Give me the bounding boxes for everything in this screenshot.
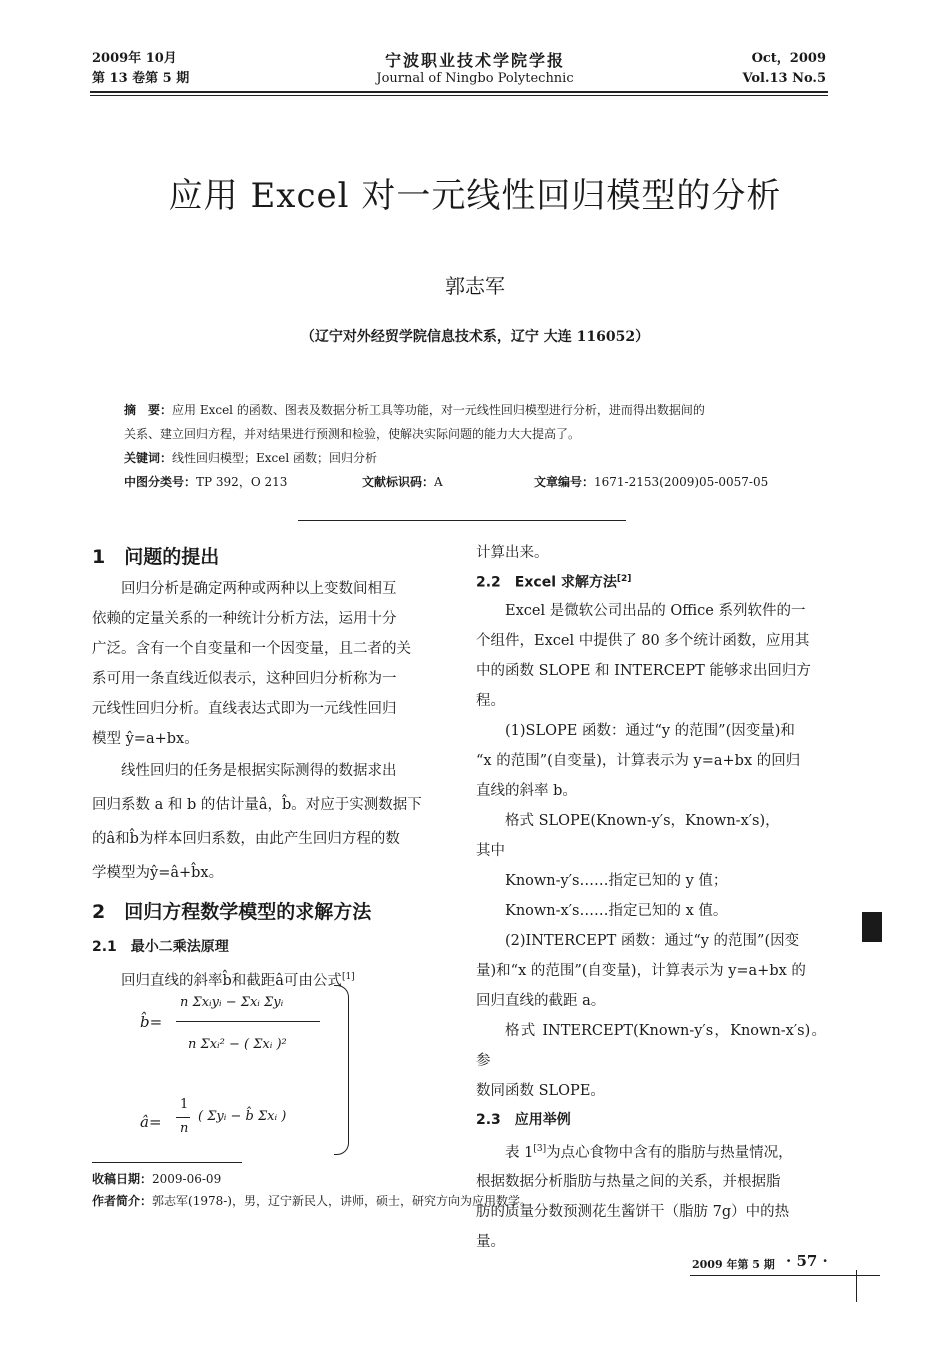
p11-line-3: 肪的质量分数预测花生酱饼干（脂肪 7g）中的热 xyxy=(476,1204,790,1221)
p7: Known-y′s……指定已知的 y 值； xyxy=(505,872,728,889)
formula-a-lhs: â= xyxy=(140,1113,162,1131)
footer-tick xyxy=(856,1270,857,1302)
abstract xyxy=(124,398,824,494)
article-affiliation: （辽宁对外经贸学院信息技术系，辽宁 大连 116052） xyxy=(300,329,650,345)
abstract-line-2: 关系、建立回归方程，并对结果进行预测和检验，使解决实际问题的能力大大提高了。 xyxy=(124,427,581,441)
formula-a-frac-bar xyxy=(176,1117,190,1118)
article-no: 1671-2153(2009)05-0057-05 xyxy=(594,475,769,489)
footer-rule xyxy=(690,1275,880,1276)
formula-a-body: ( Σyᵢ − b̂ Σxᵢ ) xyxy=(198,1109,287,1124)
footer-issue: 2009 年第 5 期 xyxy=(692,1258,775,1271)
p9-line-3: 回归直线的截距 a。 xyxy=(476,992,606,1009)
header-journal-cn: 宁波职业技术学院学报 xyxy=(384,51,565,70)
p1-line-3: 广泛。含有一个自变量和一个因变量，且二者的关 xyxy=(92,641,411,657)
p5-line-1: (1)SLOPE 函数：通过“y 的范围”(因变量)和 xyxy=(505,722,795,739)
footnote-rule xyxy=(92,1162,242,1163)
article-no-label: 文章编号： xyxy=(534,475,595,489)
header-volume-issue: 第 13 卷第 5 期 xyxy=(92,71,190,86)
p2-line-2: 回归系数 a 和 b 的估计量â，b̂。对应于实测数据下 xyxy=(92,797,422,813)
p1-line-6: 模型 ŷ=a+bx。 xyxy=(92,731,199,747)
received-label: 收稿日期： xyxy=(92,1172,153,1186)
header-rule xyxy=(90,91,828,93)
formula-a-frac-num: 1 xyxy=(180,1097,189,1112)
p1-line-2: 依赖的定量关系的一种统计分析方法，运用十分 xyxy=(92,611,397,627)
section-2-2-title: 2.2 Excel 求解方法 xyxy=(476,574,617,591)
clc: TP 392，O 213 xyxy=(196,475,288,489)
header-date: 2009年 10月 xyxy=(92,51,177,66)
thumb-tab xyxy=(862,912,882,942)
p3-ref: [1] xyxy=(341,972,355,982)
abstract-text-1: 应用 Excel 的函数、图表及数据分析工具等功能，对一元线性回归模型进行分析，进而得出数据间的 xyxy=(172,403,705,417)
section-2-1-heading: 2.1 最小二乘法原理 xyxy=(92,939,229,955)
formula-b-numerator: n Σxᵢyᵢ − Σxᵢ Σyᵢ xyxy=(180,995,284,1010)
abstract-label: 摘 要： xyxy=(124,403,173,417)
bio-label: 作者简介： xyxy=(92,1194,153,1208)
p2-line-1: 线性回归的任务是根据实际测得的数据求出 xyxy=(121,763,397,779)
formula-block xyxy=(140,985,340,1155)
doc-code-label: 文献标识码： xyxy=(362,475,435,489)
p6b: 其中 xyxy=(476,842,505,859)
p11-ref: [3] xyxy=(533,1143,547,1154)
p3-text: 回归直线的斜率b̂和截距â可由公式 xyxy=(121,972,342,989)
clc-label: 中图分类号： xyxy=(124,475,197,489)
formula-b-lhs: b̂= xyxy=(140,1013,163,1031)
formula-a-frac-den: n xyxy=(180,1121,189,1136)
p4-line-4: 程。 xyxy=(476,692,505,709)
header-journal-en: Journal of Ningbo Polytechnic xyxy=(376,71,574,86)
p2-line-3: 的â和b̂为样本回归系数，由此产生回归方程的数 xyxy=(92,831,400,847)
p1-line-5: 元线性回归分析。直线表达式即为一元线性回归 xyxy=(92,701,397,717)
p5-line-2: “x 的范围”(自变量)，计算表示为 y=a+bx 的回归 xyxy=(476,752,801,769)
p10-line-2: 数同函数 SLOPE。 xyxy=(476,1082,605,1099)
keywords-line xyxy=(124,446,824,470)
p6: 格式 SLOPE(Known-y′s，Known-x′s)， xyxy=(505,812,780,829)
keywords: 线性回归模型；Excel 函数；回归分析 xyxy=(172,451,378,465)
header-month-en: Oct，2009 xyxy=(751,51,826,66)
p5-line-3: 直线的斜率 b。 xyxy=(476,782,577,799)
doc-code: A xyxy=(434,475,443,489)
p8: Known-x′s……指定已知的 x 值。 xyxy=(505,902,728,919)
received-date: 2009-06-09 xyxy=(152,1172,222,1186)
p4-line-3: 中的函数 SLOPE 和 INTERCEPT 能够求出回归方 xyxy=(476,662,811,679)
section-2-2-ref: [2] xyxy=(616,574,632,584)
abstract-line-1 xyxy=(124,398,824,422)
footer-page-number: · 57 · xyxy=(786,1252,828,1270)
formula-b-denominator: n Σxᵢ² − ( Σxᵢ )² xyxy=(188,1037,287,1052)
bio-text: 郭志军(1978-)，男，辽宁新民人，讲师，硕士，研究方向为应用数学。 xyxy=(152,1194,532,1208)
footnote xyxy=(92,1168,832,1212)
article-author: 郭志军 xyxy=(445,274,505,298)
left-column xyxy=(92,540,440,996)
p11-line-1 xyxy=(476,1134,826,1168)
p-cont: 计算出来。 xyxy=(476,545,549,561)
section-1-heading: 1 问题的提出 xyxy=(92,546,220,568)
p9-line-2: 量)和“x 的范围”(自变量)，计算表示为 y=a+bx 的 xyxy=(476,962,806,979)
keywords-label: 关键词： xyxy=(124,451,173,465)
p11-line-4: 量。 xyxy=(476,1234,505,1251)
p9-line-1: (2)INTERCEPT 函数：通过“y 的范围”(因变 xyxy=(505,932,800,949)
p2-line-4: 学模型为ŷ=â+b̂x。 xyxy=(92,865,224,881)
p10-line-1: 格式 INTERCEPT(Known-y′s，Known-x′s)。参 xyxy=(476,1022,826,1069)
p1-line-4: 系可用一条直线近似表示，这种回归分析称为一 xyxy=(92,671,397,687)
right-column xyxy=(476,540,826,1257)
formula-brace xyxy=(334,985,349,1155)
p11-text: 为点心食物中含有的脂肪与热量情况， xyxy=(546,1144,793,1161)
formula-b-fraction-bar xyxy=(176,1021,320,1022)
article-title: 应用 Excel 对一元线性回归模型的分析 xyxy=(168,176,782,216)
p1-line-1: 回归分析是确定两种或两种以上变数间相互 xyxy=(121,581,397,597)
received-line xyxy=(92,1168,832,1190)
abstract-divider xyxy=(298,520,626,521)
p11-line-2: 根据数据分析脂肪与热量之间的关系，并根据脂 xyxy=(476,1174,781,1191)
p4-line-2: 个组件，Excel 中提供了 80 多个统计函数，应用其 xyxy=(476,632,810,649)
section-2-2-heading xyxy=(476,566,826,596)
p11-table-ref: 表 1 xyxy=(505,1144,534,1161)
meta-line xyxy=(124,470,824,494)
header-vol-en: Vol.13 No.5 xyxy=(742,71,826,86)
p4-line-1: Excel 是微软公司出品的 Office 系列软件的一 xyxy=(505,602,806,619)
section-2-heading: 2 回归方程数学模型的求解方法 xyxy=(92,901,372,923)
header-rule-thin xyxy=(90,95,828,96)
bio-line xyxy=(92,1190,832,1212)
section-2-3-heading: 2.3 应用举例 xyxy=(476,1111,571,1128)
